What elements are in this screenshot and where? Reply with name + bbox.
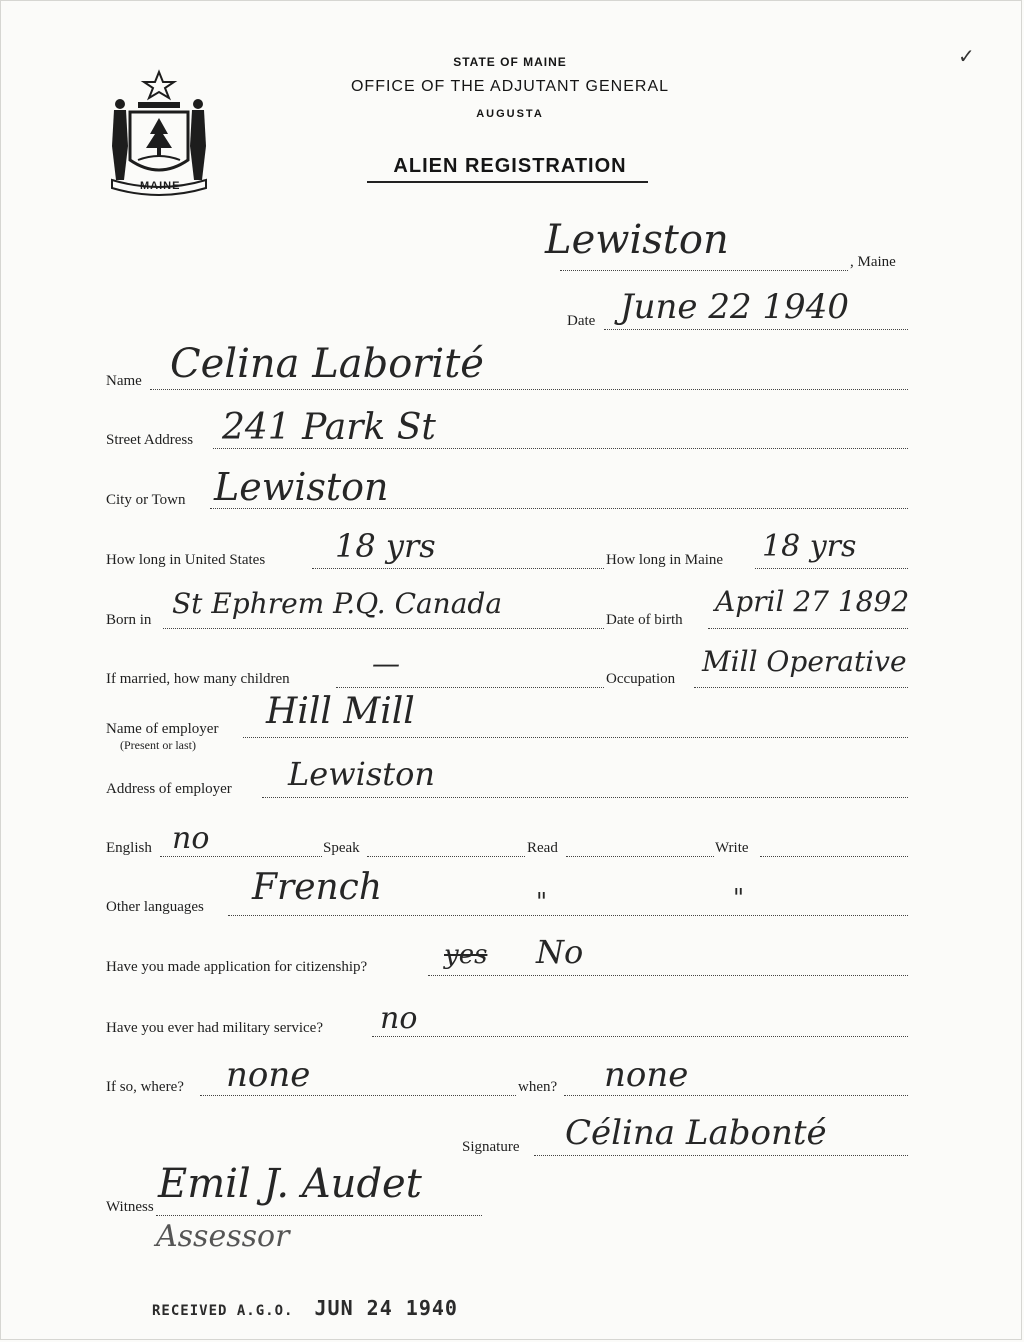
city-value: Lewiston <box>214 465 389 509</box>
born-in-line <box>163 628 604 629</box>
signature-line <box>534 1155 908 1156</box>
witness-title-value: Assessor <box>156 1219 290 1254</box>
town-value: Lewiston <box>545 217 729 263</box>
header-city: AUGUSTA <box>476 108 544 120</box>
where-line <box>200 1095 516 1096</box>
english-label: English <box>106 840 152 856</box>
occupation-label: Occupation <box>606 671 676 687</box>
check-mark-icon: ✓ <box>958 44 975 68</box>
ditto-mark-write: " <box>733 884 745 912</box>
citizenship-label: Have you made application for citizenship? <box>106 959 368 975</box>
other-languages-label: Other languages <box>106 899 204 915</box>
how-long-maine-label: How long in Maine <box>606 552 724 568</box>
read-label: Read <box>527 840 558 856</box>
employer-value: Hill Mill <box>266 691 415 732</box>
read-line <box>566 856 714 857</box>
witness-line <box>156 1215 482 1216</box>
town-line <box>560 270 848 271</box>
when-line <box>564 1095 908 1096</box>
speak-line <box>367 856 525 857</box>
date-of-birth-line <box>708 628 908 629</box>
when-value: none <box>604 1055 689 1095</box>
witness-label: Witness <box>106 1199 154 1215</box>
children-line <box>336 687 604 688</box>
ditto-mark-read: " <box>536 888 548 916</box>
employer-label: Name of employer <box>106 721 219 737</box>
how-long-maine-line <box>755 568 908 569</box>
employer-address-value: Lewiston <box>288 755 435 793</box>
header-office: OFFICE OF THE ADJUTANT GENERAL <box>350 78 670 95</box>
name-label: Name <box>106 373 142 389</box>
street-label: Street Address <box>106 432 194 448</box>
military-line <box>372 1036 908 1037</box>
street-line <box>213 448 908 449</box>
name-line <box>150 389 908 390</box>
citizenship-line <box>428 975 908 976</box>
name-value: Celina Laborité <box>170 341 484 387</box>
street-value: 241 Park St <box>222 407 436 448</box>
signature-value: Célina Labonté <box>565 1113 827 1153</box>
where-value: none <box>226 1055 311 1095</box>
occupation-value: Mill Operative <box>702 645 907 678</box>
received-stamp <box>152 1296 458 1320</box>
date-label: Date <box>567 313 596 329</box>
write-line <box>760 856 908 857</box>
city-label: City or Town <box>106 492 186 508</box>
employer-note: (Present or last) <box>120 738 196 752</box>
date-line <box>604 329 908 330</box>
how-long-maine-value: 18 yrs <box>762 529 857 564</box>
employer-line <box>243 737 908 738</box>
employer-address-label: Address of employer <box>106 781 232 797</box>
received-stamp-label: RECEIVED A.G.O. <box>152 1303 294 1319</box>
how-long-us-value: 18 yrs <box>335 527 436 565</box>
header-state: STATE OF MAINE <box>453 55 567 69</box>
other-languages-line <box>228 915 908 916</box>
citizenship-struck-value: yes <box>444 940 488 970</box>
employer-address-line <box>262 797 908 798</box>
speak-label: Speak <box>323 840 360 856</box>
write-label: Write <box>715 840 749 856</box>
date-of-birth-label: Date of birth <box>606 612 683 628</box>
title-underline <box>367 181 648 183</box>
other-languages-value: French <box>252 867 383 908</box>
how-long-us-line <box>312 568 604 569</box>
children-label: If married, how many children <box>106 671 290 687</box>
where-label: If so, where? <box>106 1079 184 1095</box>
born-in-label: Born in <box>106 612 152 628</box>
maine-state-seal-icon <box>108 68 210 196</box>
english-line <box>160 856 322 857</box>
witness-value: Emil J. Audet <box>158 1161 422 1207</box>
occupation-line <box>694 687 908 688</box>
military-label: Have you ever had military service? <box>106 1020 323 1036</box>
signature-label: Signature <box>462 1139 520 1155</box>
citizenship-value: No <box>536 933 584 971</box>
english-value: no <box>172 821 210 856</box>
military-value: no <box>380 1001 418 1036</box>
received-stamp-date: JUN 24 1940 <box>314 1296 458 1320</box>
maine-label: , Maine <box>850 254 896 270</box>
when-label: when? <box>518 1079 558 1095</box>
children-value: — <box>372 647 400 680</box>
date-value: June 22 1940 <box>620 287 849 327</box>
born-in-value: St Ephrem P.Q. Canada <box>172 587 503 620</box>
seal-banner-text: MAINE <box>140 180 181 192</box>
form-title: ALIEN REGISTRATION <box>393 155 627 177</box>
date-of-birth-value: April 27 1892 <box>715 585 910 618</box>
how-long-us-label: How long in United States <box>106 552 266 568</box>
